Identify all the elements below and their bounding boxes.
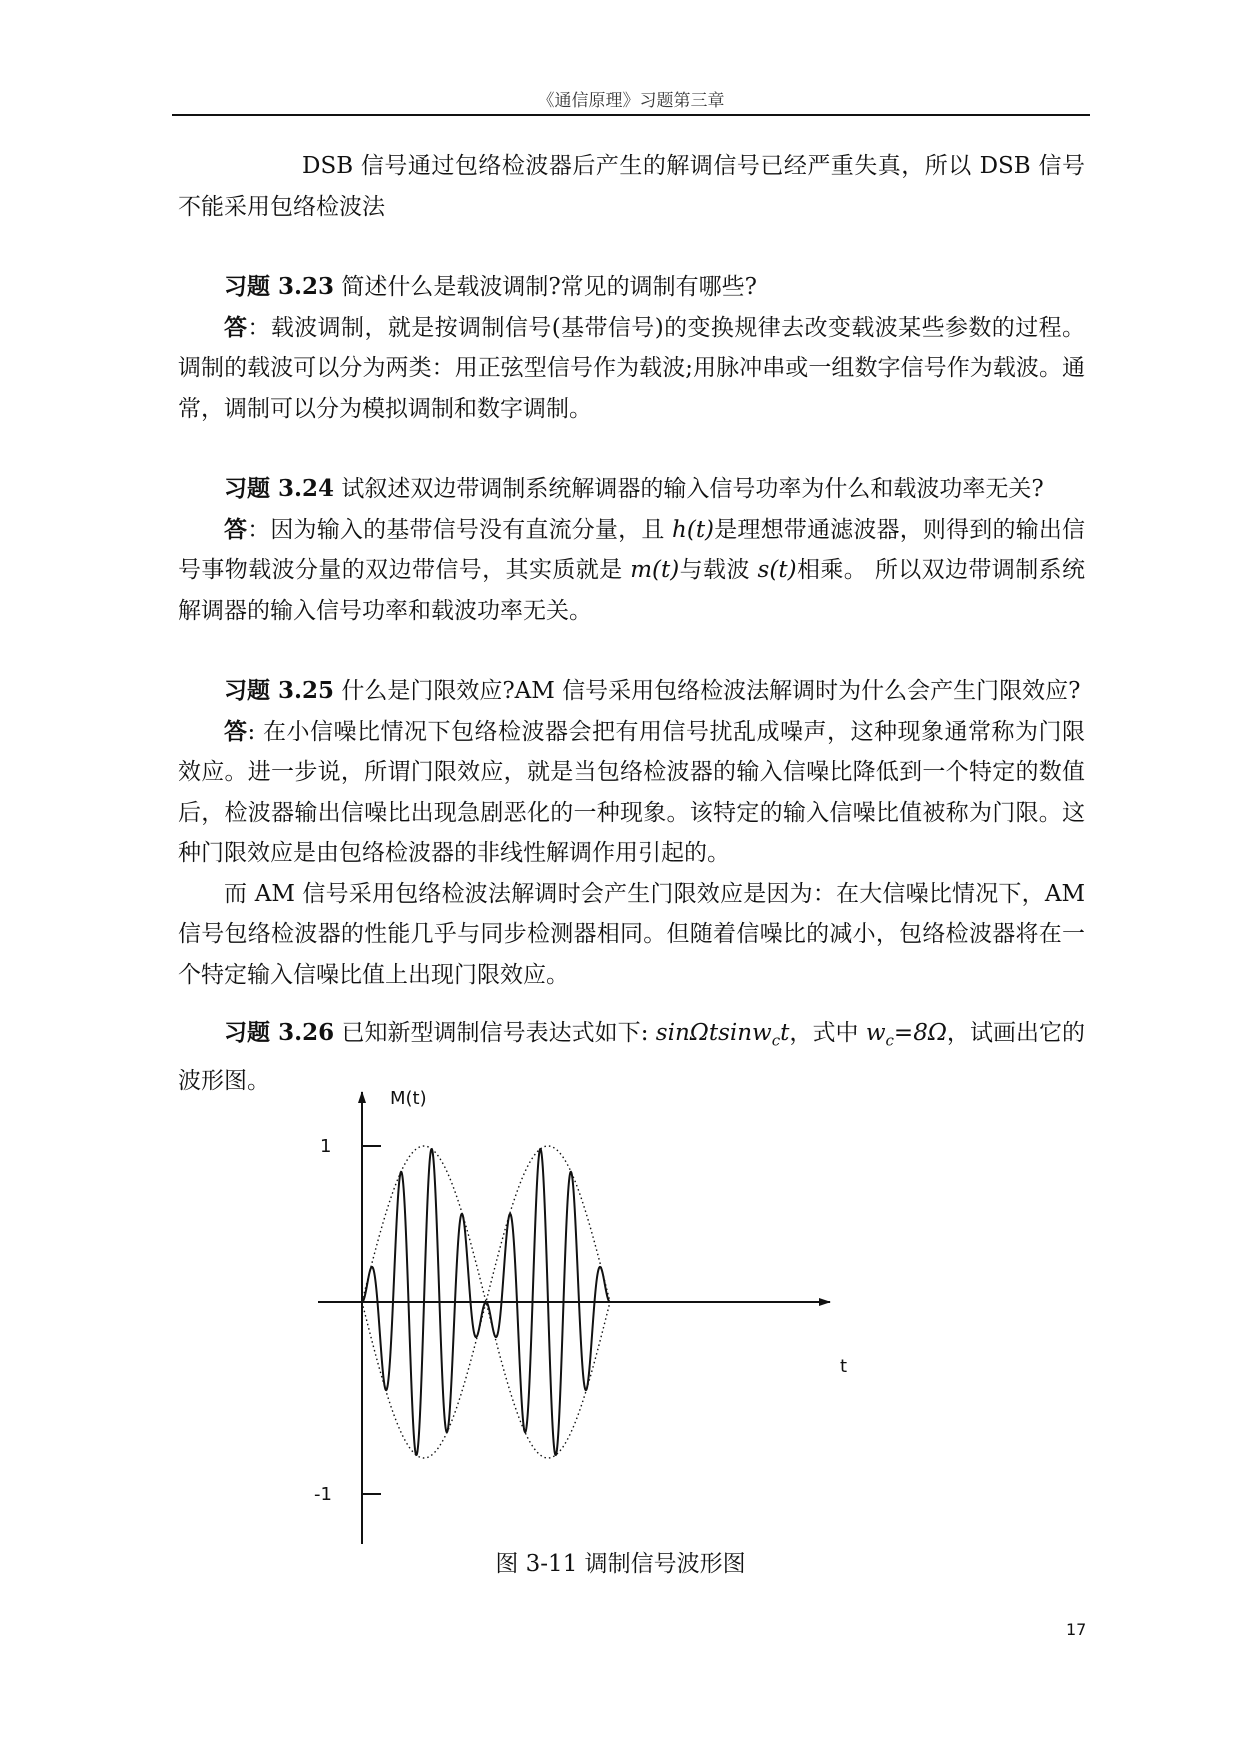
problem-label: 习题 3.25 xyxy=(224,677,335,704)
problem-3-23-question xyxy=(178,267,1085,308)
problem-label: 习题 3.26 xyxy=(224,1019,335,1046)
filter-symbol: h(t) xyxy=(672,516,715,543)
tick-label-top: 1 xyxy=(320,1136,332,1157)
problem-3-23-answer xyxy=(178,308,1085,430)
header-rule xyxy=(172,114,1090,116)
waveform-figure xyxy=(310,1082,860,1547)
answer-text-part: ：因为输入的基带信号没有直流分量，且 xyxy=(247,516,673,543)
question-text: 简述什么是载波调制?常见的调制有哪些? xyxy=(341,274,758,300)
page-body xyxy=(178,146,1085,1102)
carrier-symbol: s(t) xyxy=(757,557,797,583)
figure-caption: 图 3-11 调制信号波形图 xyxy=(495,1551,746,1577)
answer-text-part: 相乘。 所以双边带调制系统解调器的输入信号功率和载波功率无关。 xyxy=(178,557,1086,624)
answer-label: 答 xyxy=(224,717,248,745)
answer-text: : 在小信噪比情况下包络检波器会把有用信号扰乱成噪声，这种现象通常称为门限效应。进一步说，所谓门限效应，就是当包络检波器的输入信噪比降低到一个特定的数值后，检波器输出信噪比出现急剧恶化的一种现象。该特定的输入信噪比值被称为门限。这种门限效应是由包络检波器的非线性解调作用引起的。 xyxy=(178,718,1085,866)
problem-label: 习题 3.23 xyxy=(224,273,335,300)
problem-3-25-answer-extra: 而 AM 信号采用包络检波法解调时会产生门限效应是因为：在大信噪比情况下，AM 信号包络检波器的性能几乎与同步检测器相同。但随着信噪比的减小，包络检波器将在一个特定输入信噪比值上出现门限效应。 xyxy=(178,880,1085,988)
y-axis-label: M(t) xyxy=(390,1088,427,1109)
problem-3-24-question xyxy=(178,469,1085,510)
page-header: 《通信原理》习题第三章 xyxy=(537,91,725,111)
question-text-part: ，试画出它的波形图。 xyxy=(178,1020,1086,1095)
message-symbol: m(t) xyxy=(630,557,680,583)
question-text: 什么是门限效应?AM 信号采用包络检波法解调时为什么会产生门限效应? xyxy=(341,678,1081,704)
question-text: 试叙述双边带调制系统解调器的输入信号功率为什么和载波功率无关? xyxy=(341,476,1044,502)
tick-label-bottom: -1 xyxy=(314,1484,332,1505)
x-axis-label: t xyxy=(840,1356,848,1377)
answer-text-part: 是理想带通滤波器，则得到的输出信号事物载波分量的双边带信号，其实质就是 xyxy=(178,516,1086,583)
problem-3-24-answer xyxy=(178,510,1085,632)
waveform-chart xyxy=(310,1082,860,1547)
question-text-part: ，式中 xyxy=(789,1020,866,1046)
answer-text: ：载波调制，就是按调制信号(基带信号)的变换规律去改变载波某些参数的过程。调制的载波可以分为两类：用正弦型信号作为载波;用脉冲串或一组数字信号作为载波。通常，调制可以分为模拟调制和数字调制。 xyxy=(178,314,1086,422)
answer-label: 答 xyxy=(224,313,248,341)
answer-text-part: 与载波 xyxy=(679,557,758,583)
carrier-frequency: $w_c=8\Omega$ xyxy=(865,1020,947,1050)
problem-3-25-question xyxy=(178,671,1085,712)
question-text-part: 已知新型调制信号表达式如下: xyxy=(341,1020,656,1046)
continuation-paragraph: DSB 信号通过包络检波器后产生的解调信号已经严重失真，所以 DSB 信号不能采用包络检波法 xyxy=(178,153,1085,220)
answer-label: 答 xyxy=(224,515,248,543)
problem-label: 习题 3.24 xyxy=(224,475,335,502)
problem-3-25-answer xyxy=(178,712,1085,874)
expression: sinΩtsinw$_c$t xyxy=(655,1020,790,1050)
page-number: 17 xyxy=(1066,1620,1087,1639)
